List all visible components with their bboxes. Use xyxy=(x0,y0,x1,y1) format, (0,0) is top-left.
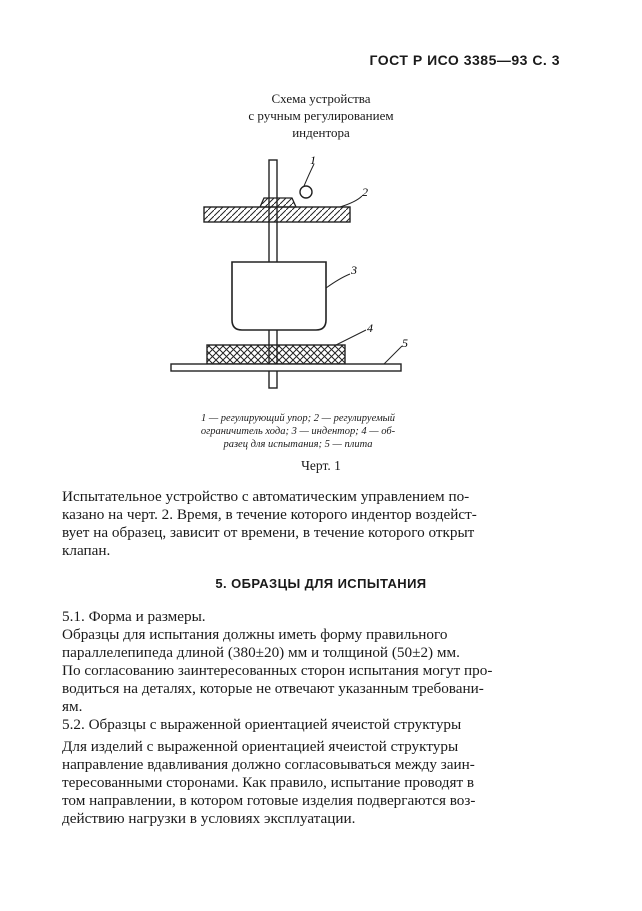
device-schematic-drawing xyxy=(160,150,430,395)
text-line: параллелепипеда длиной (380±20) мм и толщиной (50±2) мм. xyxy=(62,644,460,661)
base-plate xyxy=(171,364,401,371)
figure-title xyxy=(0,90,642,141)
legend-line: 1 — регулирующий упор; 2 — регулируемый xyxy=(200,413,396,424)
legend-line: ограничитель хода; 3 — индентор; 4 — об- xyxy=(200,426,396,437)
figure-title-line: Схема устройства xyxy=(271,91,371,106)
section-heading: 5. ОБРАЗЦЫ ДЛЯ ИСПЫТАНИЯ xyxy=(215,576,427,591)
callout-3: 3 xyxy=(351,263,357,277)
paragraph-device xyxy=(62,488,556,560)
stroke-limiter-plate xyxy=(204,207,350,222)
figure-title-line: индентора xyxy=(292,125,350,140)
text-line: водиться на деталях, которые не отвечают указанным требовани- xyxy=(62,680,484,697)
text-line: вует на образец, зависит от времени, в течение которого открыт xyxy=(62,524,475,541)
subsection-title: 5.1. Форма и размеры. xyxy=(62,608,206,625)
subsection-5-1 xyxy=(62,608,556,716)
adjustable-stop-knob xyxy=(300,186,312,198)
text-line: казано на черт. 2. Время, в течение которого индентор воздейст- xyxy=(62,506,477,523)
text-line: Испытательное устройство с автоматическим управлением по- xyxy=(62,488,470,505)
callout-2: 2 xyxy=(362,185,368,199)
text-line: тересованными сторонами. Как правило, испытание проводят в xyxy=(62,774,475,791)
text-line: действию нагрузки в условиях эксплуатации. xyxy=(62,810,356,827)
callout-4: 4 xyxy=(367,321,373,335)
text-line: клапан. xyxy=(62,542,111,559)
figure-legend xyxy=(168,412,428,451)
legend-line: разец для испытания; 5 — плита xyxy=(223,439,373,450)
specimen xyxy=(207,345,345,364)
subsection-5-2 xyxy=(62,716,556,828)
indentor-body xyxy=(232,262,326,330)
text-line: По согласованию заинтересованных сторон испытания могут про- xyxy=(62,662,493,679)
text-line: том направлении, в котором готовые изделия подвергаются воз- xyxy=(62,792,476,809)
text-line: направление вдавливания должно согласовываться между заин- xyxy=(62,756,475,773)
figure-title-line: с ручным регулированием xyxy=(248,108,394,123)
callout-5: 5 xyxy=(402,336,408,350)
figure-caption: Черт. 1 xyxy=(301,458,341,473)
callout-1: 1 xyxy=(310,153,316,167)
adjustable-stop xyxy=(260,198,296,207)
page-header: ГОСТ Р ИСО 3385—93 С. 3 xyxy=(369,52,560,68)
text-line: Для изделий с выраженной ориентацией ячеистой структуры xyxy=(62,738,459,755)
subsection-title: 5.2. Образцы с выраженной ориентацией ячеистой структуры xyxy=(62,716,462,733)
text-line: Образцы для испытания должны иметь форму правильного xyxy=(62,626,448,643)
text-line: ям. xyxy=(62,698,83,715)
